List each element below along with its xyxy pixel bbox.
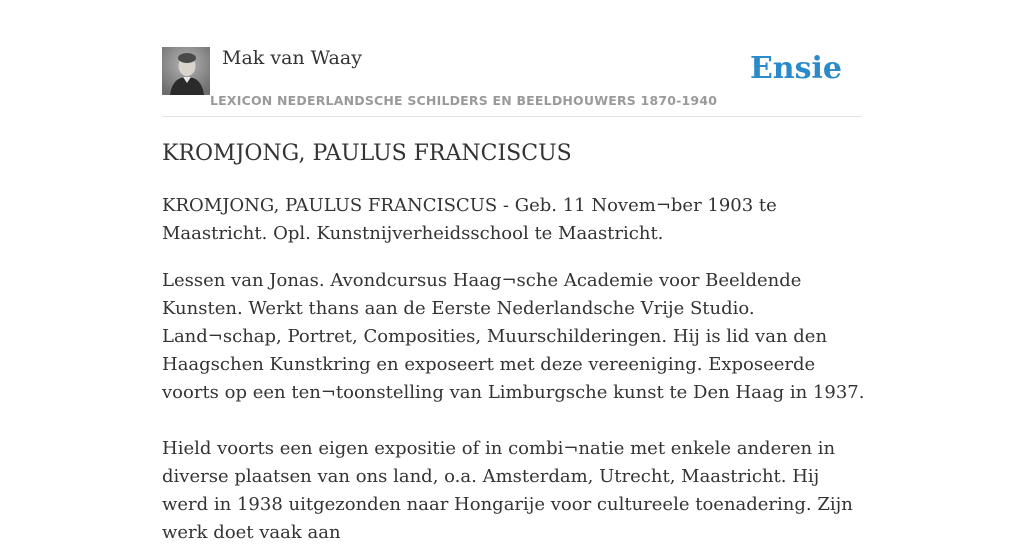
paragraph: Hield voorts een eigen expositie of in combi¬natie met enkele anderen in diverse plaatsen van ons land, o.a. Amsterdam, Utrecht, Maastricht. Hij werd in 1938 uitgezonden naar Hongarije voor cultureele toenadering. Zijn werk doet vaak aan <box>162 438 853 543</box>
author-avatar[interactable] <box>162 47 210 95</box>
paragraph: Lessen van Jonas. Avondcursus Haag¬sche Academie voor Beeldende Kunsten. Werkt thans aan de Eerste Nederlandsche Vrije Studio. Land¬schap, Portret, Composities, Muurschilderingen. Hij is lid van den Haagschen Kunstkring en exposeert met deze vereeniging. Exposeerde voorts op een ten¬toonstelling van Limburgsche kunst te Den Haag in 1937. <box>162 270 865 403</box>
collection-name[interactable]: LEXICON NEDERLANDSCHE SCHILDERS EN BEELDHOUWERS 1870-1940 <box>210 93 718 108</box>
article-header <box>162 46 862 117</box>
paragraph: KROMJONG, PAULUS FRANCISCUS - Geb. 11 Novem¬ber 1903 te Maastricht. Opl. Kunstnijverheidsschool te Maastricht. <box>162 195 777 244</box>
article-body <box>162 192 866 547</box>
ensie-logo[interactable]: Ensie <box>749 51 842 86</box>
author-name[interactable]: Mak van Waay <box>222 47 362 69</box>
portrait-icon <box>162 47 210 95</box>
page-title: KROMJONG, PAULUS FRANCISCUS <box>162 141 572 166</box>
